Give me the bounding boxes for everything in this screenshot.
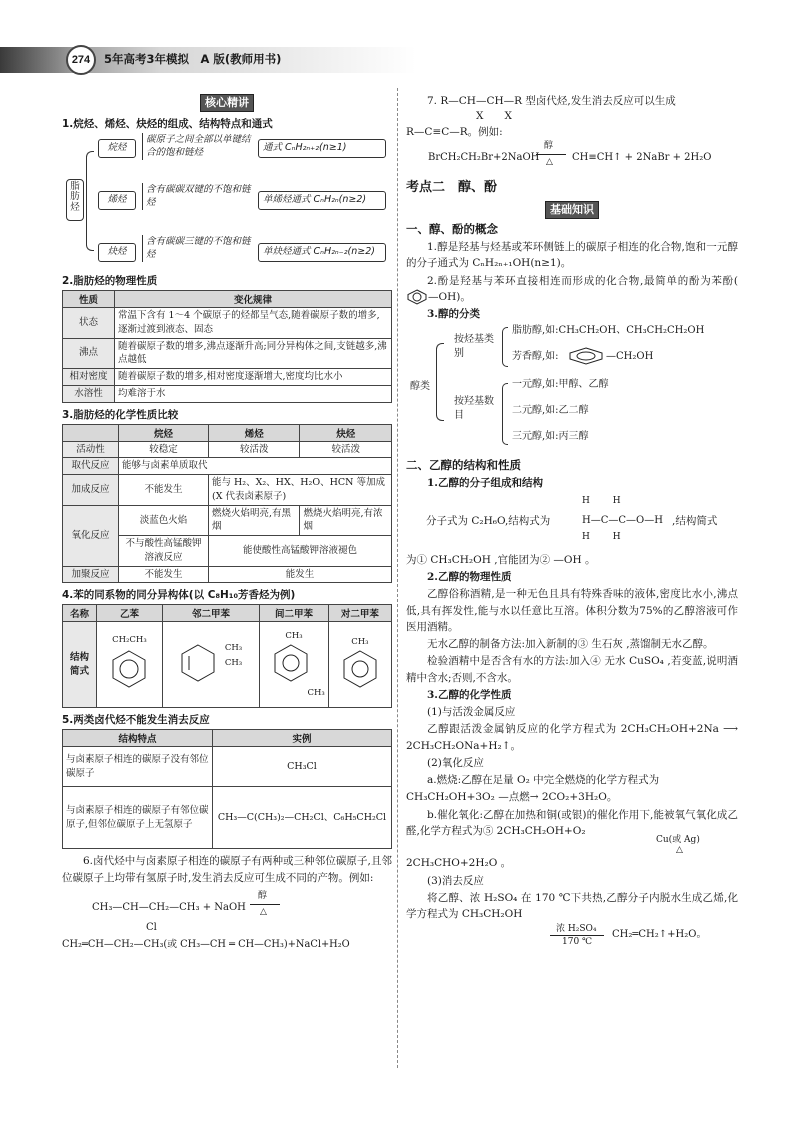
structural-formula: H—C—C—O—H xyxy=(582,514,663,526)
c1-3: 3.醇的分类 xyxy=(427,308,480,321)
s1-row3-desc: 含有碳碳三键的不饱和链烃 xyxy=(142,235,254,262)
cls-group1-b2: —CH₂OH xyxy=(606,351,654,363)
cell: 淡蓝色火焰 xyxy=(119,505,209,536)
s4-title: 4.苯的同系物的同分异构体(以 C₈H₁₀芳香烃为例) xyxy=(62,589,296,602)
cell: 取代反应 xyxy=(63,458,119,475)
cls-group1-b: 芳香醇,如: xyxy=(512,351,559,363)
s3-header-3: 炔烃 xyxy=(300,424,392,441)
cell: 燃烧火焰明亮,有黑烟 xyxy=(209,505,300,536)
c1-1: 1.醇是羟基与烃基或苯环侧链上的碳原子相连的化合物,饱和一元醇的分子通式为 CₙH₂ₙ₊₁OH(n≥1)。 xyxy=(406,241,738,270)
r7-condition: 醇 xyxy=(544,141,554,152)
r7-text: 7. R—CH—CH—R 型卤代烃,发生消去反应可以生成 xyxy=(427,95,676,107)
c2-3d: a.燃烧:乙醇在足量 O₂ 中完全燃烧的化学方程式为 xyxy=(427,774,660,787)
physical-properties-table xyxy=(62,290,392,403)
cell: 活动性 xyxy=(63,441,119,458)
s5-title: 5.两类卤代烃不能发生消去反应 xyxy=(62,714,210,727)
s1-row2-name: 烯烃 xyxy=(98,191,136,210)
s5-key: 与卤素原子相连的碳原子有邻位碳原子,但邻位碳原子上无氢原子 xyxy=(63,787,213,849)
s4-header: 间二甲苯 xyxy=(260,605,329,622)
s2-key: 状态 xyxy=(63,308,115,339)
c2-3-title: 3.乙醇的化学性质 xyxy=(427,688,512,701)
book-title: 5年高考3年模拟 A 版(教师用书) xyxy=(104,52,282,66)
s3-title: 3.脂肪烃的化学性质比较 xyxy=(62,408,179,421)
s2-value: 随着碳原子数的增多,沸点逐渐升高;同分异构体之间,支链越多,沸点越低 xyxy=(115,338,392,369)
r7-reactants: BrCH₂CH₂Br+2NaOH xyxy=(428,152,540,164)
s2-key: 相对密度 xyxy=(63,369,115,386)
ethanol-structure: 分子式为 C₂H₆O,结构式为 H H H—C—C—O—H H H ,结构简式 xyxy=(426,495,718,542)
c1-2-text: 2.酚是羟基与苯环直接相连而形成的化合物,最简单的酚为苯酚( xyxy=(427,274,738,287)
s2-key: 水溶性 xyxy=(63,385,115,402)
s6-text: 6.卤代烃中与卤素原子相连的碳原子有两种或三种邻位碳原子,且邻位碳原子上均带有氢原子时,发生消去反应可生成不同的产物。例如: xyxy=(62,855,392,884)
o-xylene-structure xyxy=(162,622,259,708)
cell: 不与酸性高锰酸钾溶液反应 xyxy=(119,536,209,567)
s6-cl: Cl xyxy=(146,922,157,934)
ethyl-label: CH₂CH₃ xyxy=(112,635,147,646)
acid-condition: 浓 H₂SO₄ xyxy=(556,924,597,935)
s1-row2-formula: 单烯烃通式 CₙH₂ₙ(n≥2) xyxy=(258,191,386,210)
s2-header-1: 变化规律 xyxy=(115,291,392,308)
s6-products: CH₂═CH—CH₂—CH₃(或 CH₃—CH ═ CH—CH₃)+NaCl+H₂O xyxy=(62,939,350,951)
table-row xyxy=(63,747,392,787)
alcohol-classification xyxy=(406,323,738,451)
cls-root: 醇类 xyxy=(410,381,430,393)
s6-reactants: CH₃—CH—CH₂—CH₃ + NaOH xyxy=(92,902,246,914)
c1-2-end: )。 xyxy=(456,290,471,303)
catalytic-conditions xyxy=(406,835,738,856)
left-column xyxy=(62,92,392,953)
elimination-products: CH₂═CH₂↑+H₂O。 xyxy=(612,929,707,941)
s1-row3-name: 炔烃 xyxy=(98,243,136,262)
methyl-label: CH₃ xyxy=(224,657,243,668)
s1-row1-desc: 碳原子之间全部以单键结合的饱和链烃 xyxy=(142,133,254,160)
cell: 能够与卤素单质取代 xyxy=(119,458,392,475)
table-row xyxy=(63,441,392,458)
cell: 不能发生 xyxy=(119,475,209,506)
elimination-conditions xyxy=(406,923,738,949)
r7-equation xyxy=(406,142,738,170)
r7-heat: △ xyxy=(546,157,553,168)
cell: 不能发生 xyxy=(119,566,209,583)
methyl-label: CH₃ xyxy=(307,688,325,699)
c1-title: 一、醇、酚的概念 xyxy=(406,222,498,237)
s3-header-0 xyxy=(63,424,119,441)
s5-header: 结构特点 xyxy=(63,730,213,747)
s1-root: 脂肪烃 xyxy=(66,179,84,221)
r7-products: CH≡CH↑ + 2NaBr + 2H₂O xyxy=(572,152,712,164)
benzene-ring-icon xyxy=(406,289,428,305)
c2-1-text: 分子式为 C₂H₆O,结构式为 xyxy=(426,514,551,527)
table-row xyxy=(63,505,392,536)
c2-3a: (1)与活泼金属反应 xyxy=(427,706,516,719)
isomer-table xyxy=(62,604,392,708)
cls-group2-c: 三元醇,如:丙三醇 xyxy=(512,431,589,443)
benzene-ring-icon xyxy=(180,641,222,685)
page-header xyxy=(0,47,800,73)
methyl-label: CH₃ xyxy=(285,631,303,642)
s1-row2-desc: 含有碳碳双键的不饱和链烃 xyxy=(142,183,254,210)
c2-2a: 乙醇俗称酒精,是一种无色且具有特殊香味的液体,密度比水小,沸点低,具有挥发性,能与水以任意比互溶。体积分数为75%的乙醇溶液可作医用酒精。 xyxy=(406,588,738,633)
c2-1-answer: 为① CH₃CH₂OH ,官能团为② —OH 。 xyxy=(406,553,596,566)
phenol-oh: —OH xyxy=(428,290,457,303)
heat: △ xyxy=(676,845,683,856)
s2-header-0: 性质 xyxy=(63,291,115,308)
cell: 加成反应 xyxy=(63,475,119,506)
s5-header: 实例 xyxy=(213,730,392,747)
cell: 加聚反应 xyxy=(63,566,119,583)
s2-title: 2.脂肪烃的物理性质 xyxy=(62,275,158,287)
c2-3f: b.催化氧化:乙醇在加热和铜(或银)的催化作用下,能被氧气氧化成乙醛,化学方程式为⑤ 2CH₃CH₂OH+O₂ xyxy=(406,808,738,837)
s4-header: 乙苯 xyxy=(97,605,163,622)
c1-2 xyxy=(406,273,738,306)
table-row xyxy=(63,475,392,506)
section-basic-label: 基础知识 xyxy=(545,201,599,219)
topic-title: 考点二 醇、酚 xyxy=(406,180,498,196)
cell: 能与 H₂、X₂、HX、H₂O、HCN 等加成(X 代表卤素原子) xyxy=(209,475,392,506)
s4-row-label: 结构简式 xyxy=(63,622,97,708)
c2-title: 二、乙醇的结构和性质 xyxy=(406,458,521,473)
benzene-ring-icon xyxy=(566,347,606,365)
c2-3c: (2)氧化反应 xyxy=(427,756,484,769)
m-xylene-structure xyxy=(260,622,329,708)
cls-group2-b: 二元醇,如:乙二醇 xyxy=(512,405,589,417)
cell: 较稳定 xyxy=(119,441,209,458)
cell: 较活泼 xyxy=(209,441,300,458)
s1-row1-name: 烷烃 xyxy=(98,139,136,158)
page-number: 274 xyxy=(66,45,96,75)
table-row xyxy=(63,458,392,475)
c2-3g: 2CH₃CHO+2H₂O 。 xyxy=(406,857,512,870)
ethylbenzene-structure xyxy=(97,622,163,708)
r7-x: X X xyxy=(476,110,512,123)
s4-header: 邻二甲苯 xyxy=(162,605,259,622)
table-row xyxy=(63,385,392,402)
s3-header-1: 烷烃 xyxy=(119,424,209,441)
s6-heat: △ xyxy=(260,907,267,918)
s1-row1-formula: 通式 CₙH₂ₙ₊₂(n≥1) xyxy=(258,139,386,158)
c2-3e: CH₃CH₂OH+3O₂ —点燃→ 2CO₂+3H₂O。 xyxy=(406,791,618,804)
temp-condition: 170 ℃ xyxy=(562,937,593,948)
c2-2b: 无水乙醇的制备方法:加入新制的③ 生石灰 ,蒸馏制无水乙醇。 xyxy=(427,638,714,651)
c2-1-text2: ,结构简式 xyxy=(672,514,718,527)
cell: 较活泼 xyxy=(300,441,392,458)
cls-group1: 按烃基类别 xyxy=(454,334,494,360)
methyl-label: CH₃ xyxy=(224,642,243,653)
s3-header-2: 烯烃 xyxy=(209,424,300,441)
s1-title: 1.烷烃、烯烃、炔烃的组成、结构特点和通式 xyxy=(62,118,273,130)
table-row xyxy=(63,338,392,369)
p-xylene-structure xyxy=(328,622,391,708)
cell: 能发生 xyxy=(209,566,392,583)
section-core-label: 核心精讲 xyxy=(200,94,254,112)
s1-diagram xyxy=(62,133,392,269)
table-row xyxy=(63,566,392,583)
benzene-ring-icon xyxy=(273,643,315,683)
column-divider xyxy=(397,88,398,1068)
cls-group1-a: 脂肪醇,如:CH₃CH₂OH、CH₃CH₂CH₂OH xyxy=(512,325,705,337)
s4-header: 对二甲苯 xyxy=(328,605,391,622)
s2-key: 沸点 xyxy=(63,338,115,369)
haloalkane-table xyxy=(62,729,392,849)
cell: 能使酸性高锰酸钾溶液褪色 xyxy=(209,536,392,567)
s2-value: 随着碳原子数的增多,相对密度逐渐增大,密度均比水小 xyxy=(115,369,392,386)
table-row xyxy=(63,787,392,849)
chemical-properties-table xyxy=(62,424,392,584)
benzene-ring-icon xyxy=(341,649,379,689)
cell: 氧化反应 xyxy=(63,505,119,566)
s2-value: 常温下含有 1～4 个碳原子的烃都呈气态,随着碳原子数的增多,逐渐过渡到液态、固态 xyxy=(115,308,392,339)
cls-group2: 按羟基数目 xyxy=(454,396,494,422)
s5-key: 与卤素原子相连的碳原子没有邻位碳原子 xyxy=(63,747,213,787)
s4-header: 名称 xyxy=(63,605,97,622)
c2-1-title: 1.乙醇的分子组成和结构 xyxy=(427,477,543,490)
right-column xyxy=(406,92,738,949)
cls-group2-a: 一元醇,如:甲醇、乙醇 xyxy=(512,379,609,391)
catalyst: Cu(或 Ag) xyxy=(656,835,700,846)
s6-condition: 醇 xyxy=(258,891,268,902)
table-row xyxy=(63,308,392,339)
cell: 燃烧火焰明亮,有浓烟 xyxy=(300,505,392,536)
c2-2c: 检验酒精中是否含有水的方法:加入④ 无水 CuSO₄ ,若变蓝,说明酒精中含水;否则,不含水。 xyxy=(406,655,738,684)
benzene-ring-icon xyxy=(109,647,149,691)
s1-row3-formula: 单炔烃通式 CₙH₂ₙ₋₂(n≥2) xyxy=(258,243,386,262)
table-row xyxy=(63,622,392,708)
methyl-label: CH₃ xyxy=(351,637,369,648)
c2-3i: 将乙醇、浓 H₂SO₄ 在 170 ℃下共热,乙醇分子内脱水生成乙烯,化学方程式为 CH₃CH₂OH xyxy=(406,891,738,921)
s2-value: 均难溶于水 xyxy=(115,385,392,402)
table-row xyxy=(63,369,392,386)
c2-3b: 乙醇跟活泼金属钠反应的化学方程式为 2CH₃CH₂OH+2Na ⟶ 2CH₃CH₂ONa+H₂↑。 xyxy=(406,723,738,752)
r7-text2: R—C≡C—R。例如: xyxy=(406,125,503,138)
c2-3h: (3)消去反应 xyxy=(427,874,484,887)
c2-2-title: 2.乙醇的物理性质 xyxy=(427,570,512,583)
s5-value: CH₃—C(CH₃)₂—CH₂Cl、C₆H₅CH₂Cl xyxy=(213,787,392,849)
s5-value: CH₃Cl xyxy=(213,747,392,787)
s6-equation xyxy=(62,892,392,936)
